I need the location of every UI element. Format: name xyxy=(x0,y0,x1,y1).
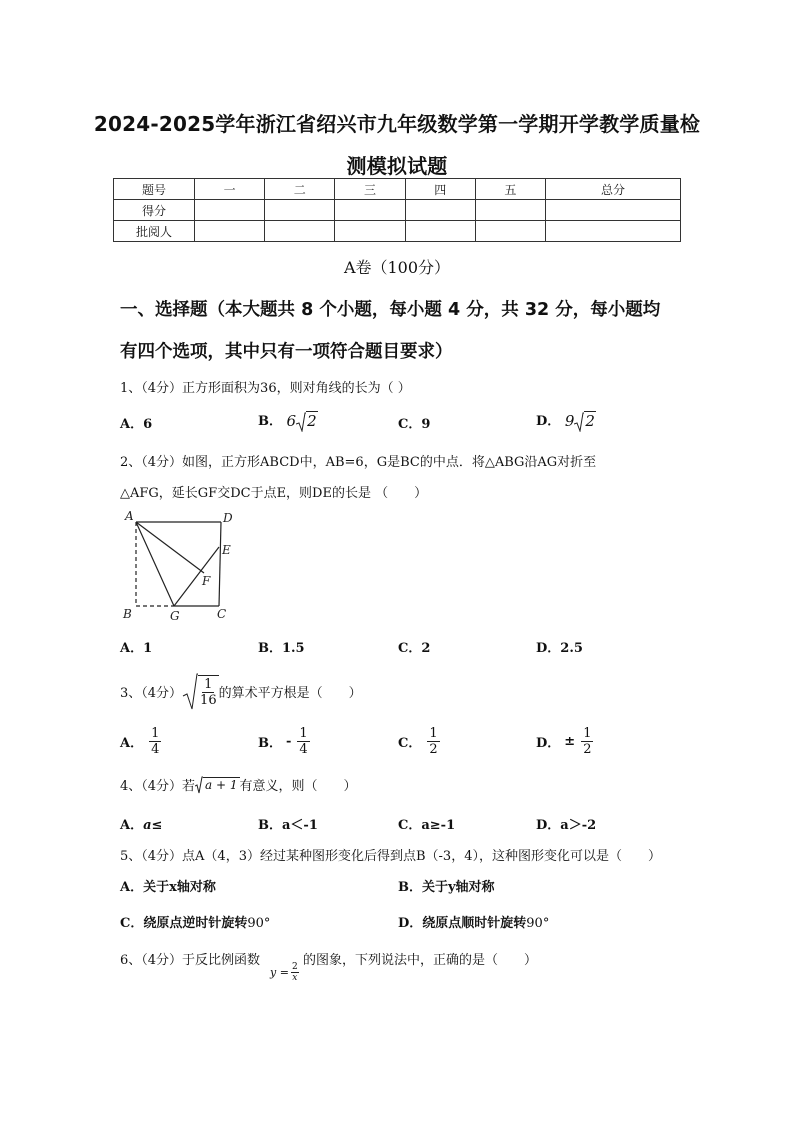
option-text: D．绕原点顺时针旋转 xyxy=(398,916,527,931)
table-header-cell: 四 xyxy=(405,179,475,200)
square-fold-figure xyxy=(115,505,245,625)
label-c: C xyxy=(217,607,227,621)
q4-option-d xyxy=(536,814,596,833)
denominator: 4 xyxy=(299,742,308,757)
denominator: 2 xyxy=(583,742,592,757)
option-expression: a≤ xyxy=(143,818,163,833)
q5-option-d xyxy=(398,912,549,931)
label-d: D xyxy=(223,511,233,525)
numerator: 1 xyxy=(583,726,592,741)
label-b: B xyxy=(123,607,132,621)
segment-ag xyxy=(136,522,174,606)
fraction xyxy=(149,726,161,757)
question-suffix: 的算术平方根是（ ） xyxy=(218,685,362,701)
table-header-cell: 题号 xyxy=(114,179,195,200)
question-suffix: 有意义，则（ ） xyxy=(239,778,357,794)
denominator: 4 xyxy=(151,742,160,757)
denominator: 16 xyxy=(200,692,217,708)
option-expression: a≥-1 xyxy=(421,818,456,833)
label-f: F xyxy=(202,574,211,588)
score-cell xyxy=(195,221,265,242)
denominator: x xyxy=(292,973,298,983)
label-e: E xyxy=(222,543,231,557)
table-header-cell: 一 xyxy=(195,179,265,200)
score-cell xyxy=(265,200,335,221)
question-4 xyxy=(120,774,357,794)
score-cell xyxy=(405,221,475,242)
q1-option-c: C．9 xyxy=(398,417,431,432)
table-header-cell: 总分 xyxy=(546,179,681,200)
option-letter: A． xyxy=(120,736,144,751)
option-letter: A． xyxy=(120,818,144,833)
radical-fraction xyxy=(198,675,219,708)
sqrt-icon xyxy=(574,412,584,432)
q4-option-b xyxy=(258,814,318,833)
score-cell xyxy=(265,221,335,242)
question-prefix: 4、（4分）若 xyxy=(120,778,196,794)
coefficient: 6 xyxy=(286,411,297,430)
q5-option-b: B．关于y轴对称 xyxy=(398,880,495,895)
table-header-cell: 二 xyxy=(265,179,335,200)
title-line-1: 2024-2025学年浙江省绍兴市九年级数学第一学期开学教学质量检 xyxy=(93,112,701,136)
numerator: 1 xyxy=(299,726,308,741)
fraction xyxy=(427,726,439,757)
title-line-2: 测模拟试题 xyxy=(346,154,448,178)
question-prefix: 3、（4分） xyxy=(120,685,183,701)
fraction xyxy=(291,962,299,983)
function-expression xyxy=(270,962,299,983)
q2-option-c: C．2 xyxy=(398,641,431,656)
fraction xyxy=(297,726,309,757)
question-2-line-2: △AFG，延长GF交DC于点E，则DE的长是 （ ） xyxy=(120,486,428,501)
sign: - xyxy=(286,734,292,749)
q1-option-a: A．6 xyxy=(120,417,153,432)
option-text: C．绕原点逆时针旋转 xyxy=(120,916,248,931)
question-2-line-1: 2、（4分）如图，正方形ABCD中，AB=6，G是BC的中点．将△ABG沿AG对折至 xyxy=(120,455,597,470)
radicand: 2 xyxy=(585,411,595,430)
option-letter: D． xyxy=(536,818,561,833)
sqrt-icon xyxy=(296,412,306,432)
q5-option-a: A．关于x轴对称 xyxy=(120,880,216,895)
numerator: 1 xyxy=(204,676,213,692)
question-3 xyxy=(120,672,362,710)
option-letter: C． xyxy=(398,818,422,833)
q4-option-a xyxy=(120,814,162,833)
score-cell xyxy=(546,200,681,221)
q1-option-d xyxy=(536,410,596,432)
section-heading-line-2: 有四个选项，其中只有一项符合题目要求） xyxy=(120,342,453,362)
label-g: G xyxy=(170,609,180,623)
sign: ± xyxy=(564,734,576,749)
question-1: 1、（4分）正方形面积为36，则对角线的长为（ ） xyxy=(120,381,411,396)
option-letter: B． xyxy=(258,818,282,833)
segment-af xyxy=(136,522,204,573)
table-header-cell: 五 xyxy=(475,179,545,200)
section-heading-line-1: 一、选择题（本大题共 8 个小题，每小题 4 分，共 32 分，每小题均 xyxy=(120,300,661,320)
angle-value: 90° xyxy=(247,916,271,931)
row-label: 得分 xyxy=(114,200,195,221)
table-header-cell: 三 xyxy=(335,179,405,200)
score-cell xyxy=(546,221,681,242)
radicand: 2 xyxy=(307,411,317,430)
score-cell xyxy=(335,221,405,242)
q2-option-d: D．2.5 xyxy=(536,641,583,656)
score-cell xyxy=(475,221,545,242)
q3-option-d xyxy=(536,726,593,757)
numerator: 1 xyxy=(429,726,438,741)
row-label: 批阅人 xyxy=(114,221,195,242)
function-lhs: y = xyxy=(270,966,289,979)
coefficient: 9 xyxy=(564,411,575,430)
score-cell xyxy=(195,200,265,221)
label-a: A xyxy=(125,509,134,523)
fraction xyxy=(581,726,593,757)
sqrt-icon xyxy=(195,774,203,794)
score-table-header-row xyxy=(114,179,681,200)
option-letter: C． xyxy=(398,736,422,751)
score-cell xyxy=(475,200,545,221)
option-letter: D． xyxy=(536,736,561,751)
q1-option-b xyxy=(258,410,318,432)
q3-option-b xyxy=(258,726,310,757)
edge-dc xyxy=(219,522,221,606)
option-letter: B． xyxy=(258,414,282,429)
sqrt-icon xyxy=(182,672,198,710)
radicand: a + 1 xyxy=(205,777,238,792)
angle-value: 90° xyxy=(526,916,550,931)
option-letter: D． xyxy=(536,414,561,429)
q5-option-c xyxy=(120,912,270,931)
option-expression: a＜-1 xyxy=(282,818,318,833)
q2-option-b: B．1.5 xyxy=(258,641,305,656)
score-cell xyxy=(335,200,405,221)
q3-option-a xyxy=(120,726,161,757)
radical-expression xyxy=(565,412,596,432)
score-table-row xyxy=(114,200,681,221)
volume-label: A卷（100分） xyxy=(343,258,451,277)
q4-option-c xyxy=(398,814,455,833)
score-table-row xyxy=(114,221,681,242)
radical-expression xyxy=(287,412,318,432)
q3-option-c xyxy=(398,726,440,757)
denominator: 2 xyxy=(429,742,438,757)
option-expression: a＞-2 xyxy=(560,818,597,833)
question-6-suffix: 的图象，下列说法中，正确的是（ ） xyxy=(303,953,538,968)
numerator: 1 xyxy=(151,726,160,741)
numerator: 2 xyxy=(291,962,298,972)
score-table xyxy=(113,178,681,242)
question-6-prefix: 6、（4分）于反比例函数 xyxy=(120,953,261,968)
option-letter: B． xyxy=(258,736,282,751)
score-cell xyxy=(405,200,475,221)
q2-option-a: A．1 xyxy=(120,641,153,656)
question-5: 5、（4分）点A（4，3）经过某种图形变化后得到点B（-3，4），这种图形变化可以是（ ） xyxy=(120,849,661,864)
